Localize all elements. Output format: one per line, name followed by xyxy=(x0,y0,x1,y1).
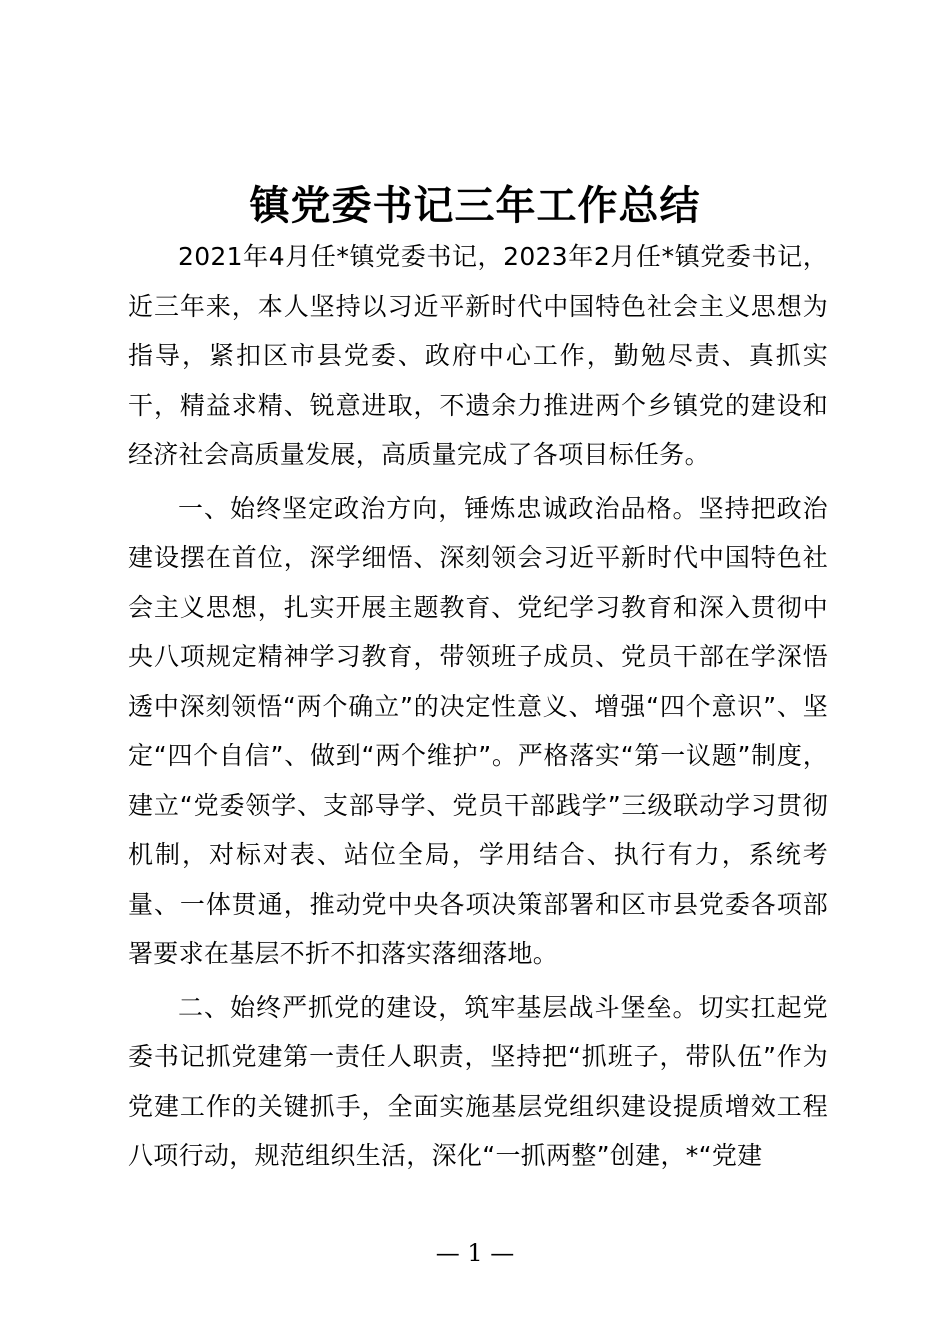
paragraph-section-two: 二、始终严抓党的建设，筑牢基层战斗堡垒。切实扛起党委书记抓党建第一责任人职责，坚持把“抓班子，带队伍”作为党建工作的关键抓手，全面实施基层党组织建设提质增效工程八项行动，规范组织生活，深化“一抓两整”创建，*“党建 xyxy=(128,992,828,1170)
document-body xyxy=(128,232,828,1181)
page-number: — 1 — xyxy=(435,1239,515,1267)
paragraph-intro: 2021年4月任*镇党委书记，2023年2月任*镇党委书记，近三年来，本人坚持以习近平新时代中国特色社会主义思想为指导，紧扣区市县党委、政府中心工作，勤勉尽责、真抓实干，精益求精、锐意进取，不遗余力推进两个乡镇党的建设和经济社会高质量发展，高质量完成了各项目标任务。 xyxy=(128,242,828,469)
document-title: 镇党委书记三年工作总结 xyxy=(249,182,701,229)
paragraph-section-one: 一、始终坚定政治方向，锤炼忠诚政治品格。坚持把政治建设摆在首位，深学细悟、深刻领会习近平新时代中国特色社会主义思想，扎实开展主题教育、党纪学习教育和深入贯彻中央八项规定精神学习教育，带领班子成员、党员干部在学深悟透中深刻领悟“两个确立”的决定性意义、增强“四个意识”、坚定“四个自信”、做到“两个维护”。严格落实“第一议题”制度，建立“党委领学、支部导学、党员干部践学”三级联动学习贯彻机制，对标对表、站位全局，学用结合、执行有力，系统考量、一体贯通，推动党中央各项决策部署和区市县党委各项部署要求在基层不折不扣落实落细落地。 xyxy=(128,493,828,968)
